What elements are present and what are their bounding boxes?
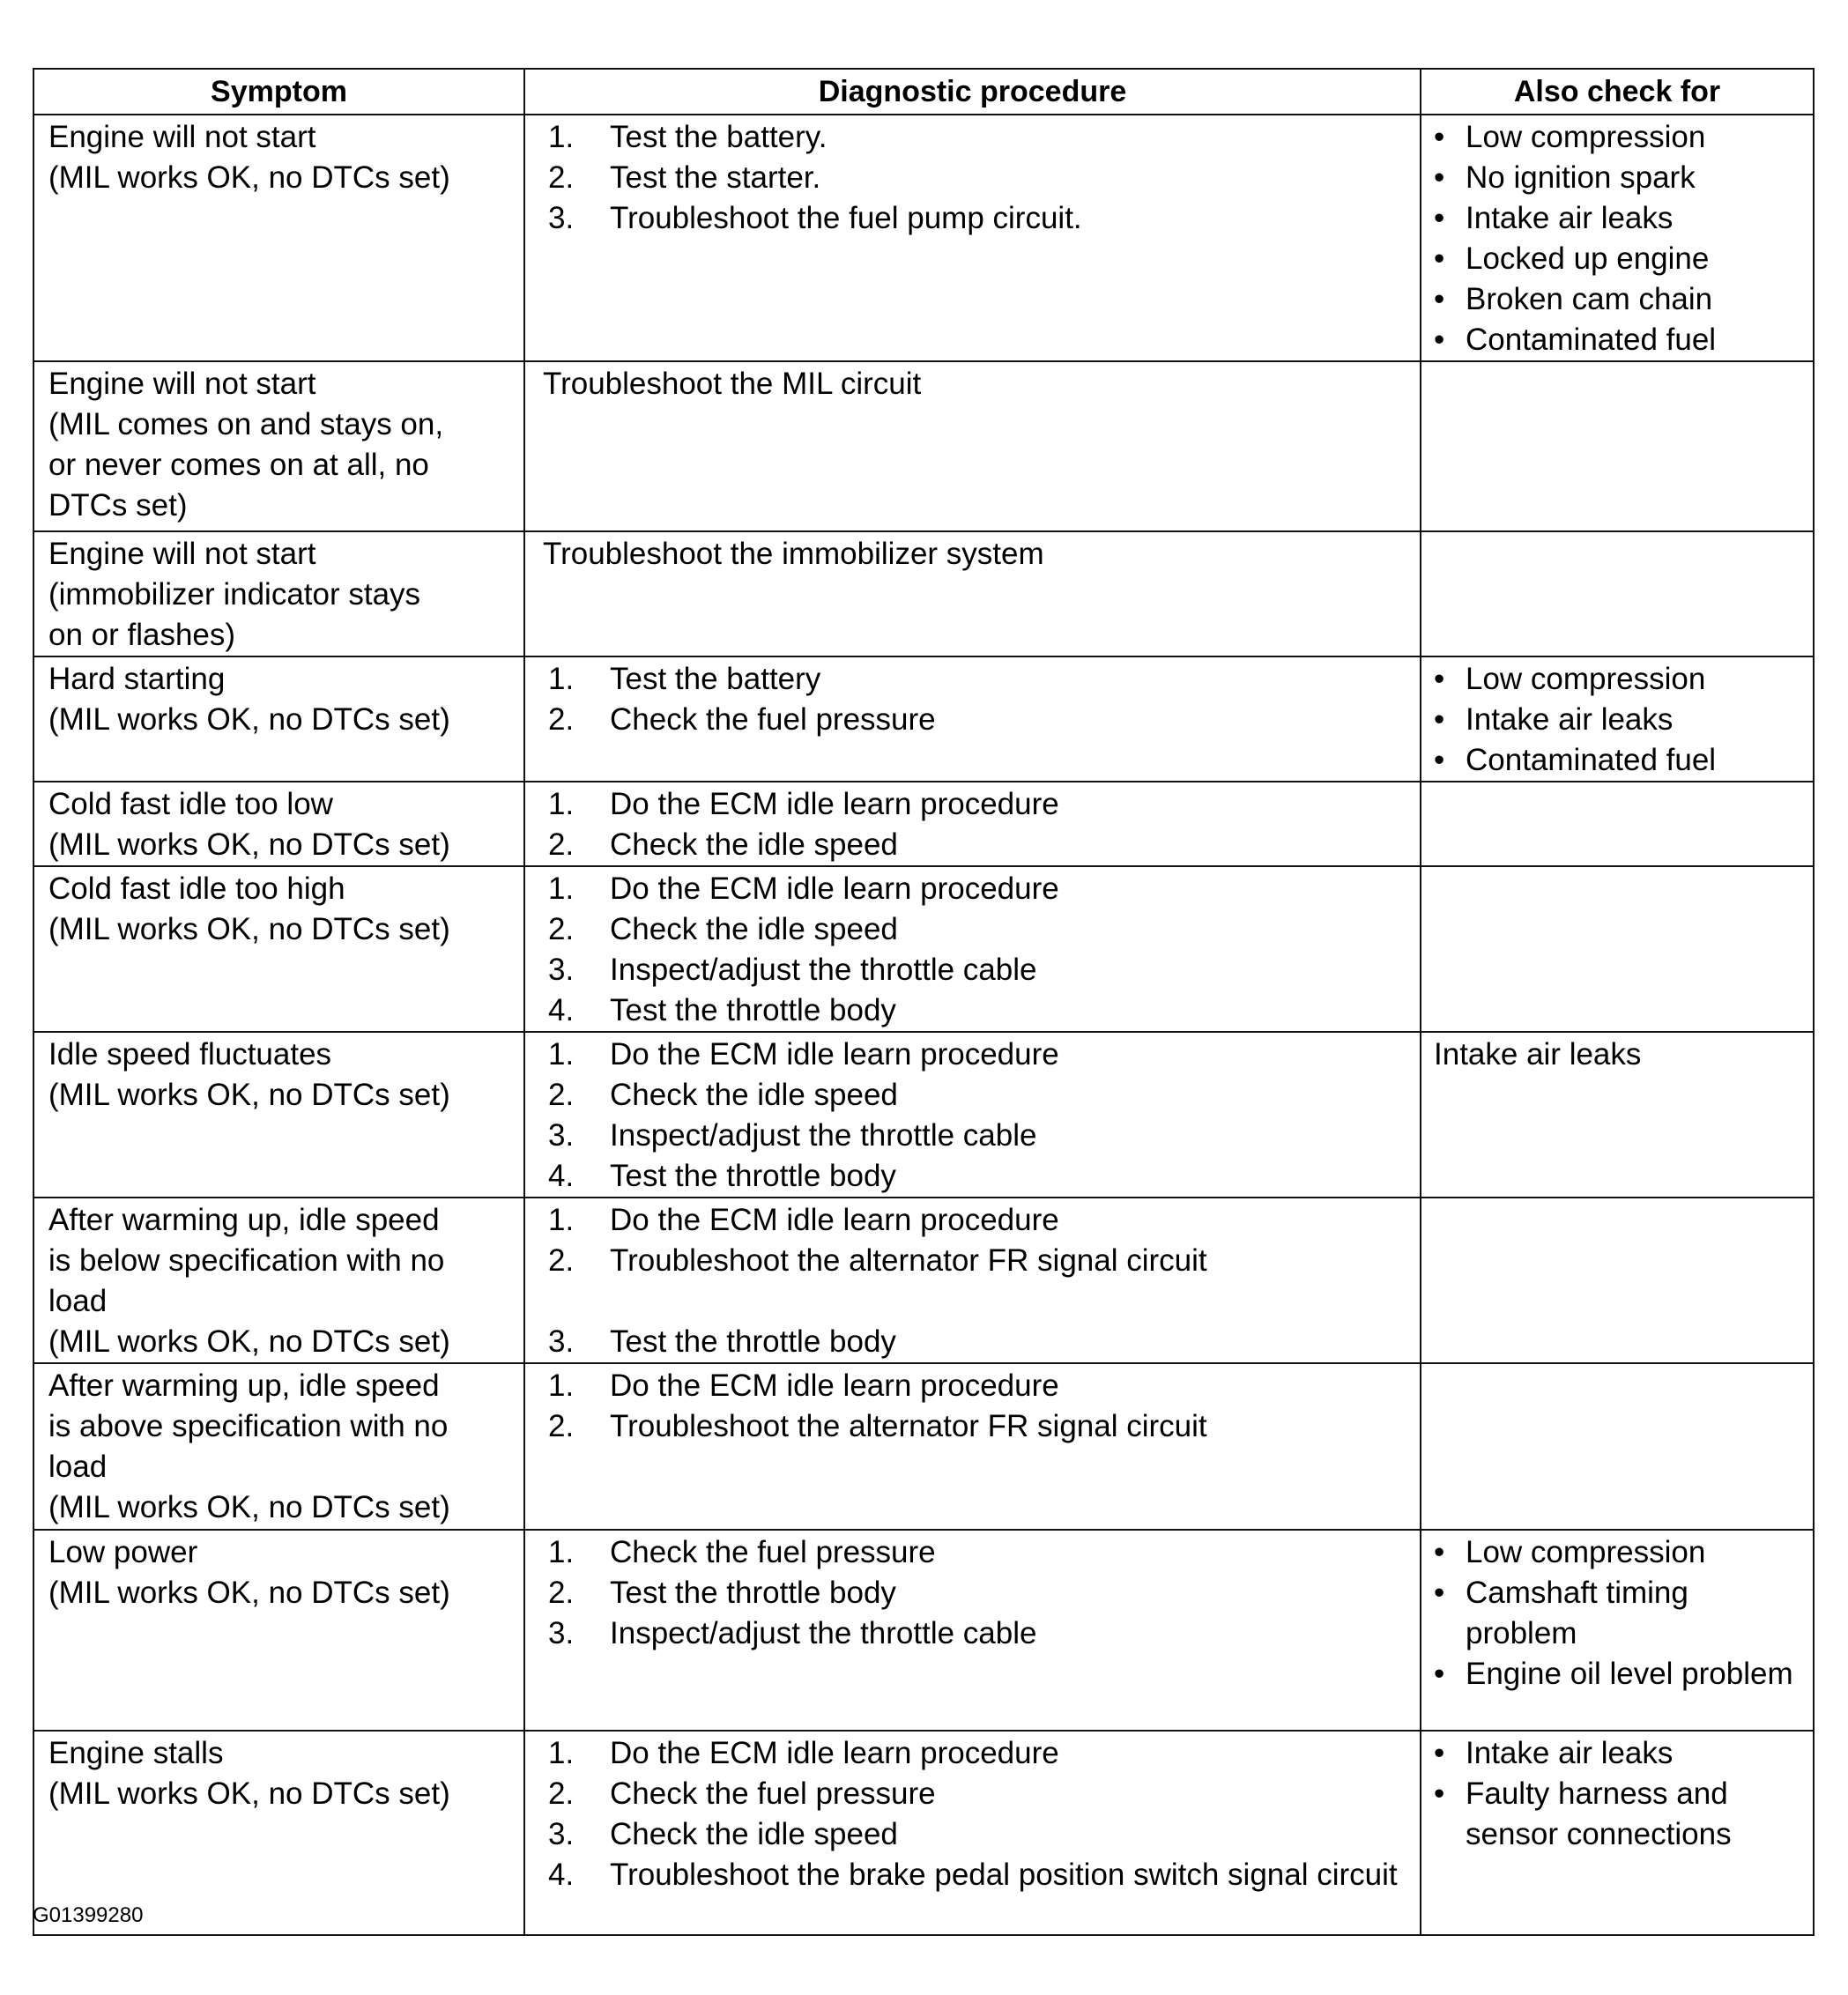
step-text: Do the ECM idle learn procedure <box>610 1037 1059 1072</box>
procedure-step <box>548 158 1406 198</box>
symptom-line: on or flashes) <box>48 618 236 652</box>
procedure-cell <box>524 1530 1421 1731</box>
symptom-cell <box>33 1363 524 1530</box>
step-text: Inspect/adjust the throttle cable <box>610 1616 1037 1650</box>
also-check-text: Contaminated fuel <box>1466 743 1717 777</box>
procedure-step <box>548 1281 1406 1322</box>
step-number: 2. <box>548 702 575 737</box>
also-check-item <box>1434 117 1802 158</box>
symptom-line: Cold fast idle too high <box>48 871 345 906</box>
table-row <box>33 656 1814 782</box>
header-symptom: Symptom <box>33 69 524 115</box>
also-check-text: Intake air leaks <box>1466 702 1674 737</box>
bullet-icon: • <box>1434 743 1445 777</box>
step-number <box>548 1281 610 1322</box>
also-check-item <box>1434 659 1802 700</box>
step-text: Do the ECM idle learn procedure <box>610 1736 1059 1770</box>
also-check-item <box>1434 279 1802 320</box>
table-header-row <box>33 69 1814 115</box>
symptom-line: Engine stalls <box>48 1736 224 1770</box>
also-check-text: Intake air leaks <box>1434 1037 1642 1072</box>
table-row <box>33 531 1814 656</box>
also-check-cell <box>1421 782 1814 866</box>
procedure-step <box>548 1366 1406 1406</box>
procedure-step <box>548 1406 1406 1447</box>
bullet-icon: • <box>1434 323 1445 357</box>
procedure-step <box>548 1035 1406 1075</box>
procedure-step <box>548 1322 1406 1362</box>
also-check-item <box>1434 158 1802 198</box>
table-row <box>33 866 1814 1032</box>
symptom-line: Low power <box>48 1535 198 1569</box>
step-number: 3. <box>548 1817 575 1851</box>
step-text: Check the fuel pressure <box>610 702 936 737</box>
step-text: Test the battery <box>610 662 821 696</box>
also-check-cell <box>1421 1530 1814 1731</box>
bullet-icon: • <box>1434 120 1445 154</box>
symptom-line: (MIL works OK, no DTCs set) <box>48 702 450 737</box>
also-check-item <box>1434 320 1802 360</box>
procedure-cell <box>524 866 1421 1032</box>
table-row <box>33 1363 1814 1530</box>
symptom-line: After warming up, idle speed <box>48 1203 440 1237</box>
also-check-text: Locked up engine <box>1466 241 1710 276</box>
step-text: Test the battery. <box>610 120 828 154</box>
procedure-text: Troubleshoot the MIL circuit <box>543 367 922 401</box>
step-text: Do the ECM idle learn procedure <box>610 787 1059 821</box>
symptom-line: (MIL works OK, no DTCs set) <box>48 827 450 862</box>
header-also-check-for: Also check for <box>1421 69 1814 115</box>
procedure-step <box>548 990 1406 1031</box>
symptom-line: (MIL comes on and stays on, <box>48 407 444 441</box>
symptom-cell <box>33 1032 524 1198</box>
step-number: 2. <box>548 1576 575 1610</box>
bullet-icon: • <box>1434 702 1445 737</box>
symptom-line: is below specification with no <box>48 1243 445 1278</box>
symptom-cell <box>33 656 524 782</box>
also-check-text: Intake air leaks <box>1466 1736 1674 1770</box>
procedure-step <box>548 1855 1406 1895</box>
symptom-cell <box>33 1530 524 1731</box>
step-number: 1. <box>548 1203 575 1237</box>
step-text <box>610 1281 1406 1322</box>
bullet-icon: • <box>1434 282 1445 316</box>
table-row <box>33 1530 1814 1731</box>
symptom-cell <box>33 361 524 531</box>
step-text: Inspect/adjust the throttle cable <box>610 953 1037 987</box>
procedure-step <box>548 1241 1406 1281</box>
symptom-line: (immobilizer indicator stays <box>48 577 421 612</box>
procedure-step <box>548 1573 1406 1613</box>
procedure-step <box>548 950 1406 990</box>
step-number: 2. <box>548 1776 575 1811</box>
step-number: 1. <box>548 1736 575 1770</box>
symptom-cell <box>33 531 524 656</box>
bullet-icon: • <box>1434 1657 1445 1691</box>
bullet-icon: • <box>1434 201 1445 235</box>
step-number: 1. <box>548 120 575 154</box>
procedure-cell <box>524 1198 1421 1363</box>
bullet-icon: • <box>1434 1535 1445 1569</box>
also-check-cell <box>1421 531 1814 656</box>
step-number: 1. <box>548 1037 575 1072</box>
also-check-item <box>1434 1573 1802 1654</box>
step-text: Test the throttle body <box>610 1159 896 1193</box>
also-check-cell <box>1421 1731 1814 1935</box>
symptom-line: Cold fast idle too low <box>48 787 333 821</box>
step-number: 3. <box>548 953 575 987</box>
also-check-item <box>1434 1774 1802 1855</box>
step-number: 2. <box>548 1243 575 1278</box>
also-check-item <box>1434 1532 1802 1573</box>
step-number: 4. <box>548 1159 575 1193</box>
symptom-line: Idle speed fluctuates <box>48 1037 332 1072</box>
step-number: 1. <box>548 871 575 906</box>
symptom-cell <box>33 866 524 1032</box>
also-check-text: Low compression <box>1466 662 1706 696</box>
also-check-cell <box>1421 1363 1814 1530</box>
procedure-step <box>548 784 1406 825</box>
diagnostic-table-container <box>33 68 1813 1936</box>
procedure-step <box>548 659 1406 700</box>
bullet-icon: • <box>1434 160 1445 195</box>
symptom-line: (MIL works OK, no DTCs set) <box>48 1490 450 1524</box>
table-row <box>33 782 1814 866</box>
symptom-line: (MIL works OK, no DTCs set) <box>48 912 450 946</box>
symptom-line: (MIL works OK, no DTCs set) <box>48 1776 450 1811</box>
symptom-line: (MIL works OK, no DTCs set) <box>48 1576 450 1610</box>
step-number: 4. <box>548 1858 575 1892</box>
symptom-line: (MIL works OK, no DTCs set) <box>48 1324 450 1359</box>
figure-id-label: G01399280 <box>33 1903 144 1927</box>
step-number: 1. <box>548 1368 575 1403</box>
procedure-step <box>548 1075 1406 1116</box>
also-check-text: Contaminated fuel <box>1466 323 1717 357</box>
step-number: 2. <box>548 1078 575 1112</box>
step-text: Check the idle speed <box>610 827 898 862</box>
symptom-line: Engine will not start <box>48 120 316 154</box>
also-check-cell <box>1421 1198 1814 1363</box>
procedure-step <box>548 1613 1406 1654</box>
also-check-cell <box>1421 656 1814 782</box>
also-check-text: Intake air leaks <box>1466 201 1674 235</box>
procedure-step <box>548 1774 1406 1814</box>
procedure-cell <box>524 782 1421 866</box>
symptom-troubleshooting-table <box>33 68 1815 1936</box>
step-number: 2. <box>548 1409 575 1443</box>
also-check-item <box>1434 740 1802 781</box>
header-diagnostic-procedure: Diagnostic procedure <box>524 69 1421 115</box>
symptom-line: is above specification with no <box>48 1409 449 1443</box>
symptom-cell <box>33 115 524 361</box>
symptom-line: (MIL works OK, no DTCs set) <box>48 160 450 195</box>
step-number: 4. <box>548 993 575 1027</box>
step-text: Troubleshoot the alternator FR signal circuit <box>610 1243 1207 1278</box>
procedure-step <box>548 909 1406 950</box>
step-text: Troubleshoot the fuel pump circuit. <box>610 201 1082 235</box>
table-row <box>33 115 1814 361</box>
symptom-line: load <box>48 1450 108 1484</box>
symptom-line: Engine will not start <box>48 367 316 401</box>
step-number: 1. <box>548 662 575 696</box>
also-check-item <box>1434 700 1802 740</box>
step-number: 3. <box>548 1616 575 1650</box>
bullet-icon: • <box>1434 1776 1445 1811</box>
bullet-icon: • <box>1434 662 1445 696</box>
also-check-item <box>1434 239 1802 279</box>
step-text: Test the throttle body <box>610 993 896 1027</box>
procedure-step <box>548 1116 1406 1156</box>
symptom-line: load <box>48 1284 108 1318</box>
procedure-step <box>548 1814 1406 1855</box>
procedure-cell <box>524 1363 1421 1530</box>
table-row <box>33 361 1814 531</box>
step-text: Test the throttle body <box>610 1324 896 1359</box>
procedure-step <box>548 1200 1406 1241</box>
table-row <box>33 1032 1814 1198</box>
step-number: 3. <box>548 1324 575 1359</box>
symptom-cell <box>33 1198 524 1363</box>
step-number: 3. <box>548 201 575 235</box>
bullet-icon: • <box>1434 241 1445 276</box>
step-number: 2. <box>548 912 575 946</box>
procedure-cell <box>524 531 1421 656</box>
procedure-cell <box>524 656 1421 782</box>
step-text: Check the fuel pressure <box>610 1776 936 1811</box>
procedure-step <box>548 198 1406 239</box>
procedure-text: Troubleshoot the immobilizer system <box>543 537 1044 571</box>
also-check-text: No ignition spark <box>1466 160 1696 195</box>
step-text: Troubleshoot the brake pedal position switch signal circuit <box>610 1858 1398 1892</box>
symptom-line: Engine will not start <box>48 537 316 571</box>
bullet-icon: • <box>1434 1576 1445 1610</box>
also-check-cell <box>1421 361 1814 531</box>
symptom-line: DTCs set) <box>48 488 188 523</box>
procedure-cell <box>524 361 1421 531</box>
step-text: Do the ECM idle learn procedure <box>610 1203 1059 1237</box>
procedure-cell <box>524 1032 1421 1198</box>
also-check-cell <box>1421 1032 1814 1198</box>
also-check-text: Low compression <box>1466 1535 1706 1569</box>
step-number: 2. <box>548 827 575 862</box>
also-check-text: Engine oil level problem <box>1466 1657 1793 1691</box>
symptom-line: After warming up, idle speed <box>48 1368 440 1403</box>
procedure-step <box>548 869 1406 909</box>
step-text: Do the ECM idle learn procedure <box>610 1368 1059 1403</box>
also-check-item <box>1434 1733 1802 1774</box>
symptom-line: or never comes on at all, no <box>48 448 429 482</box>
procedure-step <box>548 1733 1406 1774</box>
also-check-text: Low compression <box>1466 120 1706 154</box>
step-text: Check the fuel pressure <box>610 1535 936 1569</box>
procedure-step <box>548 700 1406 740</box>
procedure-step <box>548 1532 1406 1573</box>
procedure-step <box>548 825 1406 865</box>
step-text: Check the idle speed <box>610 1078 898 1112</box>
also-check-item <box>1434 1654 1802 1695</box>
bullet-icon: • <box>1434 1736 1445 1770</box>
symptom-cell <box>33 782 524 866</box>
also-check-cell <box>1421 115 1814 361</box>
table-row <box>33 1731 1814 1935</box>
also-check-text: Faulty harness and sensor connections <box>1466 1776 1732 1851</box>
step-text: Do the ECM idle learn procedure <box>610 871 1059 906</box>
also-check-cell <box>1421 866 1814 1032</box>
step-number: 1. <box>548 787 575 821</box>
procedure-step <box>548 117 1406 158</box>
step-text: Test the throttle body <box>610 1576 896 1610</box>
step-text: Check the idle speed <box>610 1817 898 1851</box>
procedure-cell <box>524 115 1421 361</box>
step-text: Inspect/adjust the throttle cable <box>610 1118 1037 1153</box>
also-check-text: Broken cam chain <box>1466 282 1713 316</box>
symptom-line: (MIL works OK, no DTCs set) <box>48 1078 450 1112</box>
step-text: Troubleshoot the alternator FR signal circuit <box>610 1409 1207 1443</box>
symptom-line: Hard starting <box>48 662 226 696</box>
also-check-text: Camshaft timing problem <box>1466 1576 1688 1650</box>
step-text: Check the idle speed <box>610 912 898 946</box>
step-number: 1. <box>548 1535 575 1569</box>
table-body <box>33 115 1814 1935</box>
procedure-step <box>548 1156 1406 1197</box>
step-number: 3. <box>548 1118 575 1153</box>
also-check-item <box>1434 198 1802 239</box>
table-row <box>33 1198 1814 1363</box>
procedure-cell <box>524 1731 1421 1935</box>
step-number: 2. <box>548 160 575 195</box>
step-text: Test the starter. <box>610 160 821 195</box>
